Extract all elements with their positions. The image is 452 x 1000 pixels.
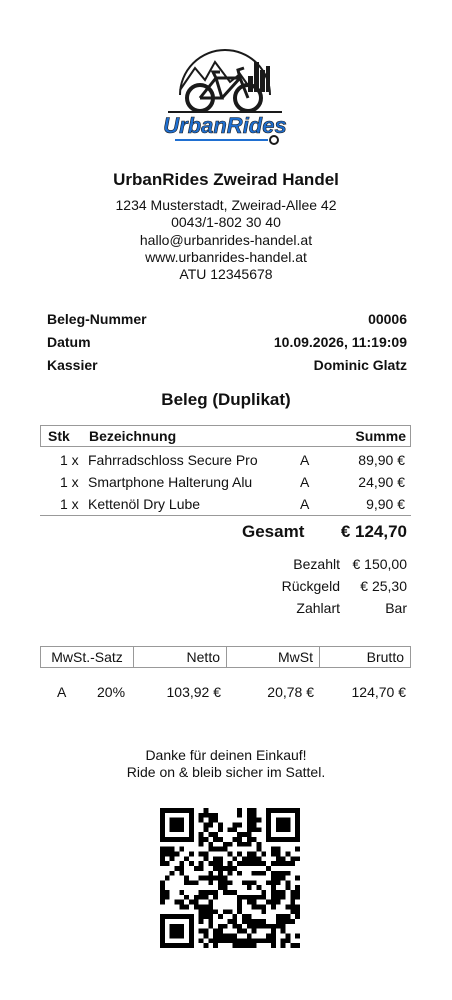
shop-website: www.urbanrides-handel.at [145,249,307,265]
item-tax-code: A [300,474,310,490]
vat-gross: 124,70 € [351,684,406,700]
total-label: Gesamt [242,522,305,541]
item-row [40,496,411,516]
paid-label: Bezahlt [293,556,340,572]
receipt-number-value: 00006 [368,311,407,327]
vat-rate: 20% [97,684,126,700]
item-description: Smartphone Halterung Alu [88,474,253,490]
payment-method-value: Bar [385,600,407,616]
receipt-title: Beleg (Duplikat) [161,390,291,409]
item-row [40,452,411,472]
slogan-message: Ride on & bleib sicher im Sattel. [126,764,326,780]
receipt-number-label: Beleg-Nummer [47,311,147,327]
cashier-label: Kassier [47,357,98,373]
qr-code-icon [160,808,300,948]
header-net: Netto [134,647,227,667]
shop-name: UrbanRides Zweirad Handel [113,170,339,189]
bicycle-logo-icon [150,40,300,160]
logo-text: UrbanRides [163,113,287,138]
header-vat: MwSt [227,647,320,667]
shop-email: hallo@urbanrides-handel.at [139,232,313,248]
vat-net: 103,92 € [166,684,221,700]
item-qty: 1 x [60,474,79,490]
item-sum: 24,90 € [358,474,405,490]
item-description: Fahrradschloss Secure Pro [88,452,258,468]
date-label: Datum [47,334,91,350]
shop-vat-id: ATU 12345678 [179,266,273,282]
date-value: 10.09.2026, 11:19:09 [273,334,407,350]
item-sum: 89,90 € [358,452,405,468]
item-sum: 9,90 € [366,496,405,512]
header-qty: Stk [48,428,70,444]
cashier-value: Dominic Glatz [313,357,407,373]
total-value: € 124,70 [340,522,407,541]
shop-phone: 0043/1-802 30 40 [171,214,281,230]
item-row [40,474,411,494]
header-vat-rate: MwSt.-Satz [41,647,134,667]
change-value: € 25,30 [360,578,407,594]
header-sum: Summe [355,428,406,444]
item-tax-code: A [300,452,310,468]
payment-method-label: Zahlart [296,600,340,616]
header-description: Bezeichnung [89,428,177,444]
shop-address: 1234 Musterstadt, Zweirad-Allee 42 [115,197,337,213]
change-label: Rückgeld [281,578,340,594]
thanks-message: Danke für deinen Einkauf! [145,747,307,763]
vat-code: A [57,684,67,700]
item-qty: 1 x [60,452,79,468]
vat-amount: 20,78 € [267,684,314,700]
vat-table-header [40,646,411,668]
items-table-divider [40,515,411,516]
items-table-header [40,425,411,447]
item-qty: 1 x [60,496,79,512]
header-gross: Brutto [366,649,404,665]
item-tax-code: A [300,496,310,512]
item-description: Kettenöl Dry Lube [88,496,201,512]
paid-value: € 150,00 [352,556,407,572]
